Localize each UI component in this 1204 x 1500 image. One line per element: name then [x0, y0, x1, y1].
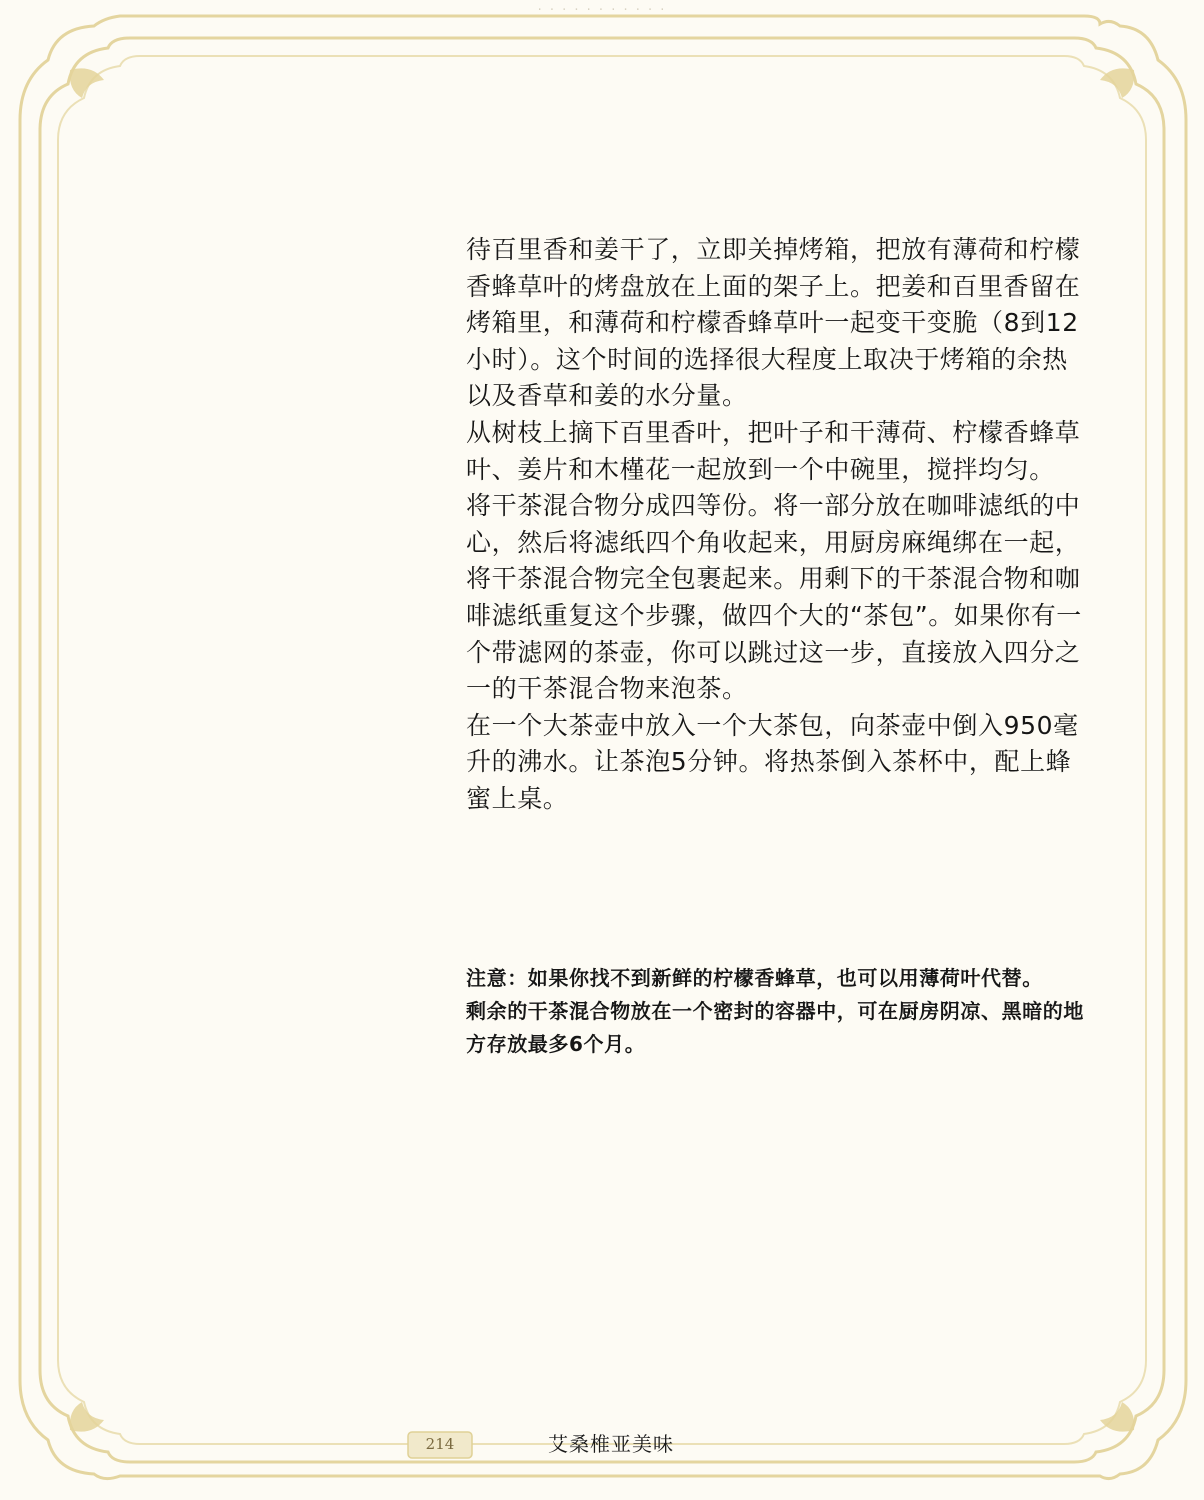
paragraph: 在一个大茶壶中放入一个大茶包，向茶壶中倒入950毫升的沸水。让茶泡5分钟。将热茶倒入茶杯中，配上蜂蜜上桌。 [466, 710, 1079, 813]
note-line: 注意：如果你找不到新鲜的柠檬香蜂草，也可以用薄荷叶代替。 [466, 966, 1043, 990]
recipe-notes [466, 962, 1086, 1061]
book-title: 艾桑椎亚美味 [548, 1432, 674, 1456]
paragraph: 将干茶混合物分成四等份。将一部分放在咖啡滤纸的中心，然后将滤纸四个角收起来，用厨房麻绳绑在一起，将干茶混合物完全包裹起来。用剩下的干茶混合物和咖啡滤纸重复这个步骤，做四个大的“茶包”。如果你有一个带滤网的茶壶，你可以跳过这一步，直接放入四分之一的干茶混合物来泡茶。 [466, 491, 1082, 704]
paragraph: 待百里香和姜干了，立即关掉烤箱，把放有薄荷和柠檬香蜂草叶的烤盘放在上面的架子上。把姜和百里香留在烤箱里，和薄荷和柠檬香蜂草叶一起变干变脆（8到12小时）。这个时间的选择很大程度上取决于烤箱的余热以及香草和姜的水分量。 [466, 235, 1081, 411]
recipe-instructions [466, 232, 1086, 818]
page-number: 214 [425, 1435, 455, 1453]
scan-artifact-top: · · · · · · · · · · · [537, 3, 667, 18]
note-line: 剩余的干茶混合物放在一个密封的容器中，可在厨房阴凉、黑暗的地方存放最多6个月。 [466, 999, 1084, 1056]
paragraph: 从树枝上摘下百里香叶，把叶子和干薄荷、柠檬香蜂草叶、姜片和木槿花一起放到一个中碗里，搅拌均匀。 [466, 417, 1081, 484]
